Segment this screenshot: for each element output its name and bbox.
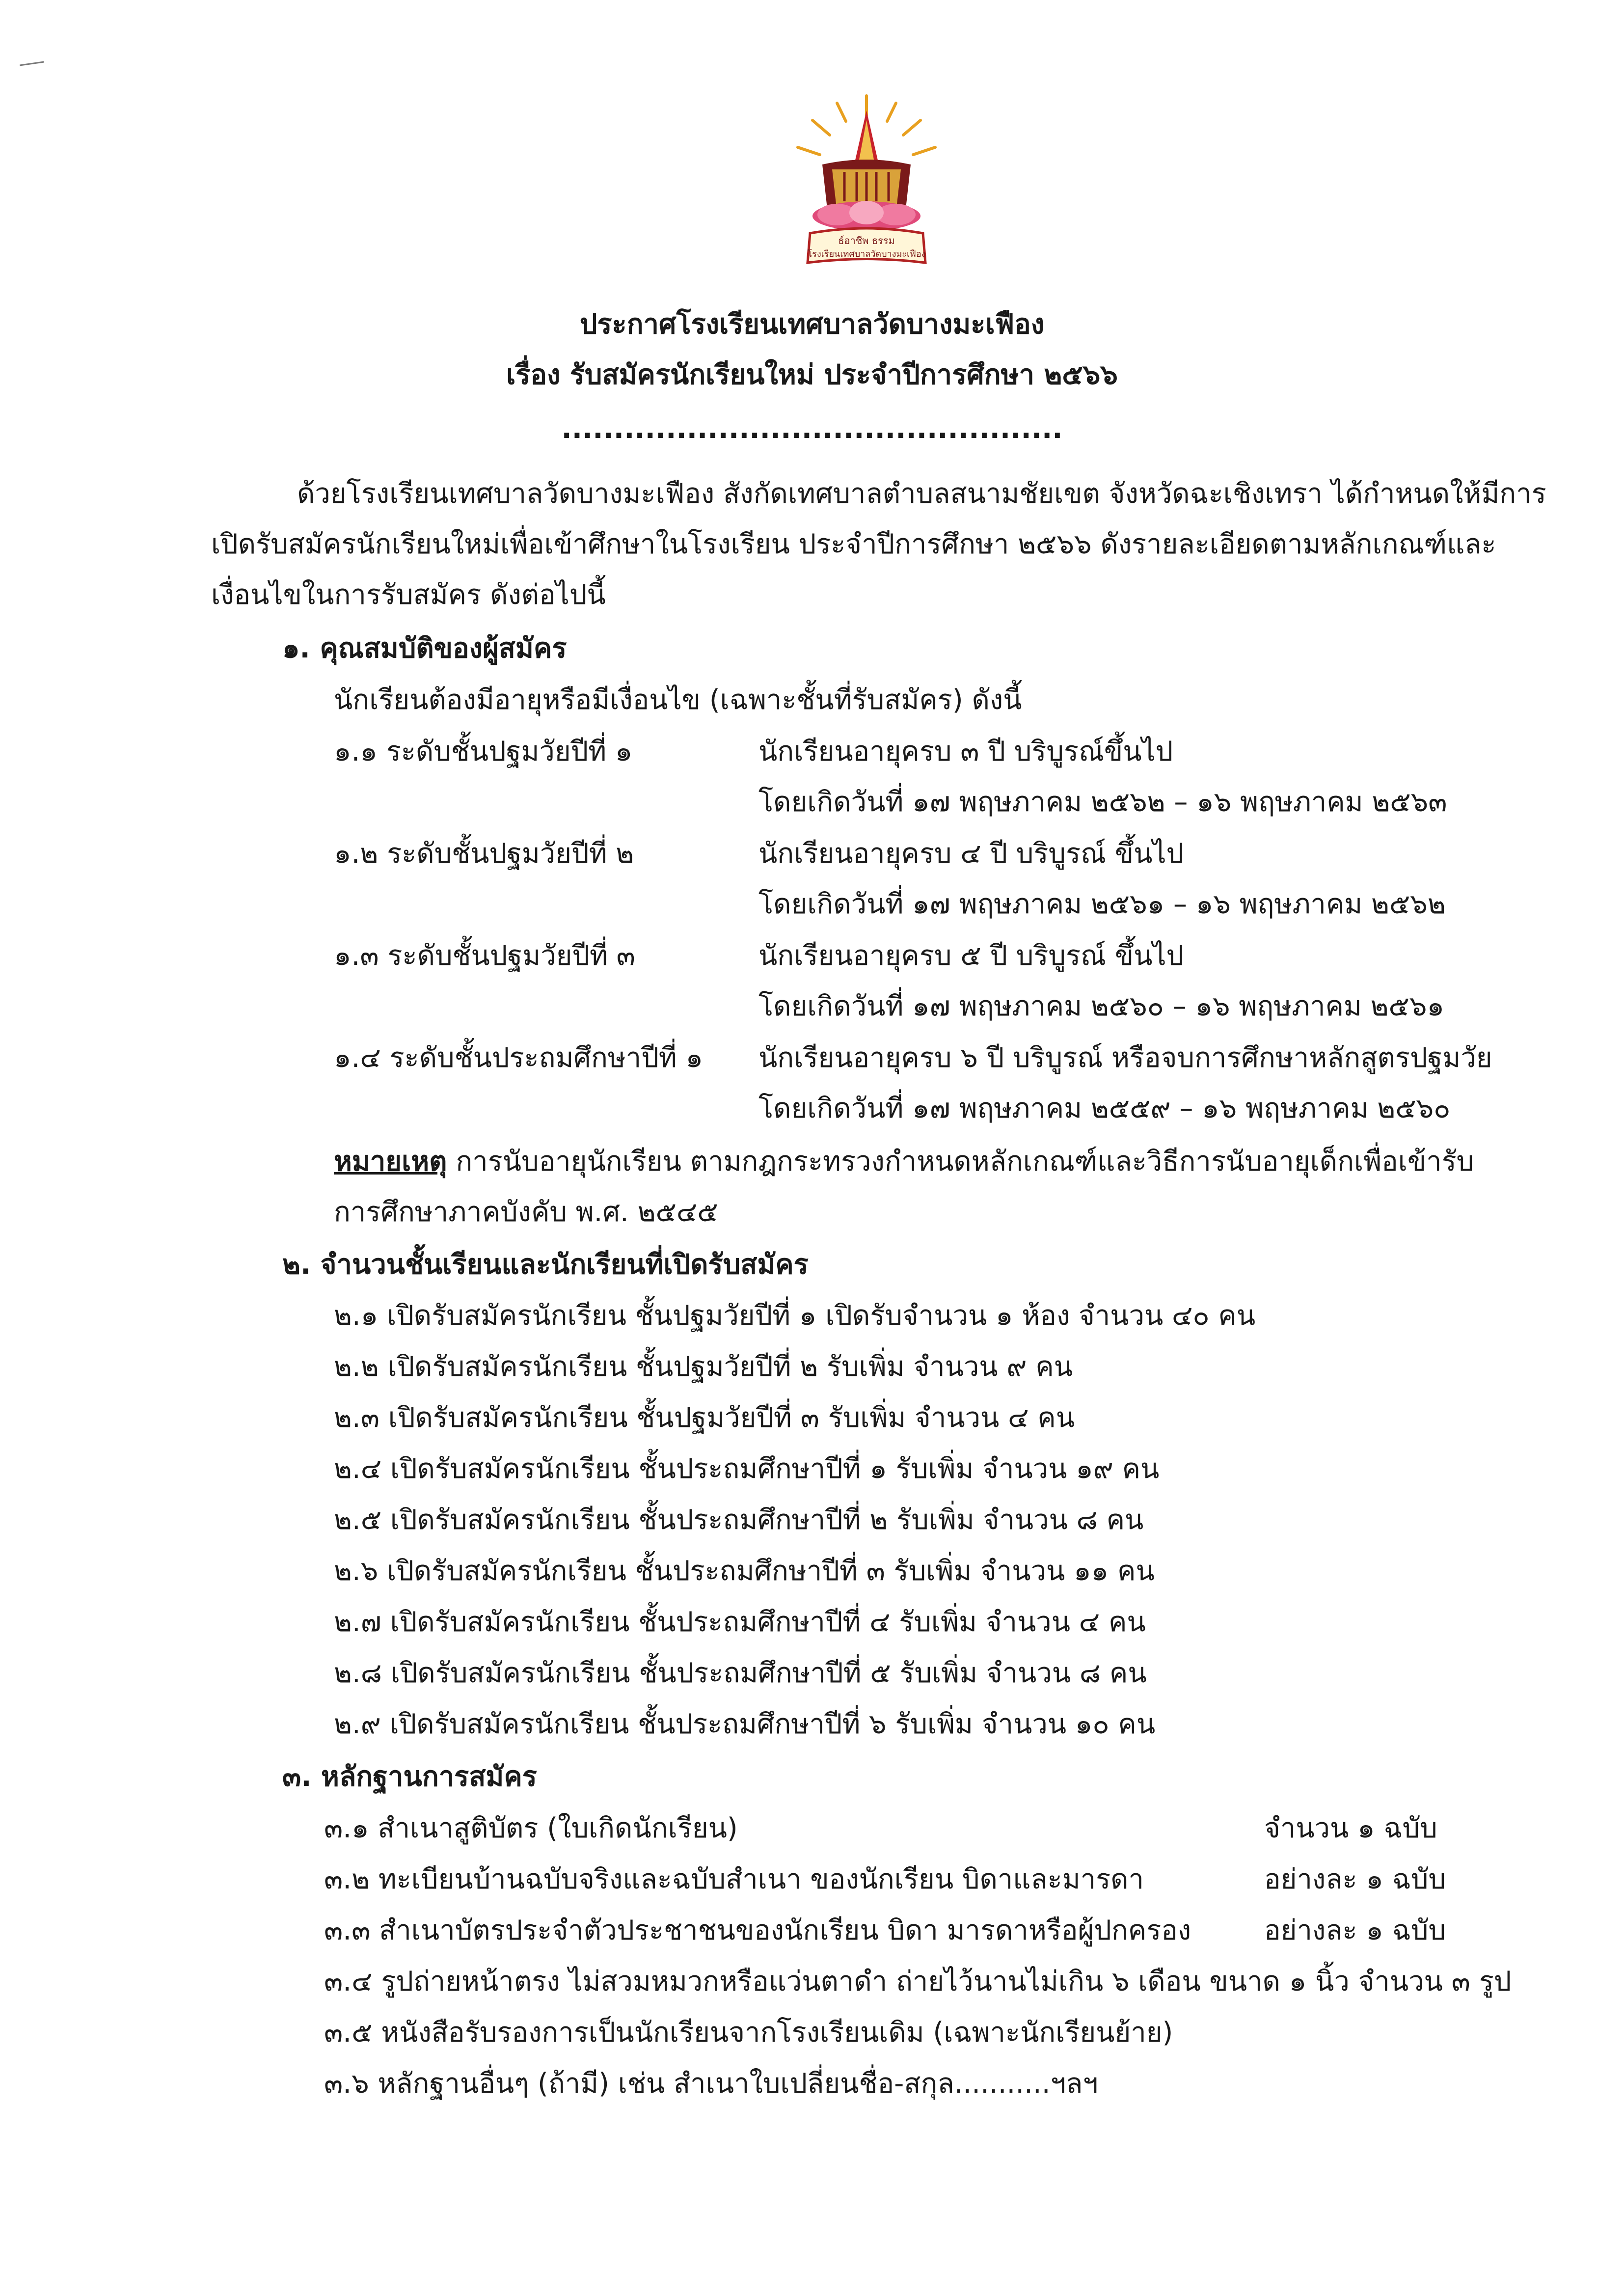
enrollment-item: ๒.๗ เปิดรับสมัครนักเรียน ชั้นประถมศึกษาปีที่ ๔ รับเพิ่ม จำนวน ๔ คน	[334, 1606, 1146, 1638]
note-line-2: การศึกษาภาคบังคับ พ.ศ. ๒๕๔๕	[334, 1196, 718, 1228]
qual-level: ๑.๑ ระดับชั้นปฐมวัยปีที่ ๑	[334, 736, 633, 767]
qual-level: ๑.๔ ระดับชั้นประถมศึกษาปีที่ ๑	[334, 1042, 704, 1074]
enrollment-item: ๒.๓ เปิดรับสมัครนักเรียน ชั้นปฐมวัยปีที่ ๓ รับเพิ่ม จำนวน ๔ คน	[334, 1402, 1075, 1434]
section-1-lead: นักเรียนต้องมีอายุหรือมีเงื่อนไข (เฉพาะชั้นที่รับสมัคร) ดังนี้	[334, 684, 1022, 716]
qual-age: นักเรียนอายุครบ ๖ ปี บริบูรณ์ หรือจบการศึกษาหลักสูตรปฐมวัย	[758, 1042, 1492, 1074]
qual-born: โดยเกิดวันที่ ๑๗ พฤษภาคม ๒๕๖๒ – ๑๖ พฤษภาคม ๒๕๖๓	[758, 786, 1447, 818]
qual-age: นักเรียนอายุครบ ๕ ปี บริบูรณ์ ขึ้นไป	[758, 940, 1184, 972]
document-item: ๓.๓ สำเนาบัตรประจำตัวประชาชนของนักเรียน บิดา มารดาหรือผู้ปกครอง	[324, 1914, 1191, 1946]
school-logo	[763, 86, 970, 292]
enrollment-item: ๒.๖ เปิดรับสมัครนักเรียน ชั้นประถมศึกษาปีที่ ๓ รับเพิ่ม จำนวน ๑๑ คน	[334, 1555, 1155, 1587]
qual-born: โดยเกิดวันที่ ๑๗ พฤษภาคม ๒๕๖๐ – ๑๖ พฤษภาคม ๒๕๖๑	[758, 990, 1445, 1022]
svg-text:ธ์อาชีพ ธรรม: ธ์อาชีพ ธรรม	[838, 235, 895, 246]
note-label: หมายเหตุ	[334, 1146, 447, 1177]
intro-line-1: ด้วยโรงเรียนเทศบาลวัดบางมะเฟือง สังกัดเทศบาลตำบลสนามชัยเขต จังหวัดฉะเชิงเทรา ได้กำหนดให้มีการ	[297, 478, 1546, 510]
enrollment-item: ๒.๙ เปิดรับสมัครนักเรียน ชั้นประถมศึกษาปีที่ ๖ รับเพิ่ม จำนวน ๑๐ คน	[334, 1708, 1156, 1740]
qual-level: ๑.๓ ระดับชั้นปฐมวัยปีที่ ๓	[334, 940, 635, 972]
enrollment-item: ๒.๔ เปิดรับสมัครนักเรียน ชั้นประถมศึกษาปีที่ ๑ รับเพิ่ม จำนวน ๑๙ คน	[334, 1453, 1160, 1485]
document-item: ๓.๑ สำเนาสูติบัตร (ใบเกิดนักเรียน)	[324, 1812, 738, 1844]
scan-mark	[20, 61, 44, 66]
section-2-heading: ๒. จำนวนชั้นเรียนและนักเรียนที่เปิดรับสมัคร	[282, 1249, 809, 1281]
enrollment-item: ๒.๑ เปิดรับสมัครนักเรียน ชั้นปฐมวัยปีที่ ๑ เปิดรับจำนวน ๑ ห้อง จำนวน ๔๐ คน	[334, 1300, 1256, 1332]
enrollment-item: ๒.๕ เปิดรับสมัครนักเรียน ชั้นประถมศึกษาปีที่ ๒ รับเพิ่ม จำนวน ๘ คน	[334, 1504, 1144, 1536]
separator-dots: ................................................	[561, 413, 1063, 445]
document-qty: อย่างละ ๑ ฉบับ	[1264, 1914, 1446, 1946]
document-qty: จำนวน ๑ ฉบับ	[1264, 1812, 1437, 1844]
qual-level: ๑.๒ ระดับชั้นปฐมวัยปีที่ ๒	[334, 838, 634, 870]
note-line-1	[334, 1144, 1474, 1179]
document-item: ๓.๒ ทะเบียนบ้านฉบับจริงและฉบับสำเนา ของนักเรียน บิดาและมารดา	[324, 1863, 1144, 1895]
section-1-heading: ๑. คุณสมบัติของผู้สมัคร	[282, 632, 567, 664]
intro-line-2: เปิดรับสมัครนักเรียนใหม่เพื่อเข้าศึกษาในโรงเรียน ประจำปีการศึกษา ๒๕๖๖ ดังรายละเอียดตามหลักเกณฑ์และ	[211, 528, 1496, 560]
qual-born: โดยเกิดวันที่ ๑๗ พฤษภาคม ๒๕๕๙ – ๑๖ พฤษภาคม ๒๕๖๐	[758, 1093, 1451, 1124]
intro-line-3: เงื่อนไขในการรับสมัคร ดังต่อไปนี้	[211, 579, 606, 611]
section-3-heading: ๓. หลักฐานการสมัคร	[282, 1761, 537, 1793]
document-qty: อย่างละ ๑ ฉบับ	[1264, 1863, 1446, 1895]
qual-age: นักเรียนอายุครบ ๓ ปี บริบูรณ์ขึ้นไป	[758, 736, 1173, 767]
qual-born: โดยเกิดวันที่ ๑๗ พฤษภาคม ๒๕๖๑ – ๑๖ พฤษภาคม ๒๕๖๒	[758, 888, 1446, 920]
document-item: ๓.๔ รูปถ่ายหน้าตรง ไม่สวมหมวกหรือแว่นตาดำ ถ่ายไว้นานไม่เกิน ๖ เดือน ขนาด ๑ นิ้ว จำนวน ๓ รูป	[324, 1966, 1512, 1997]
enrollment-item: ๒.๒ เปิดรับสมัครนักเรียน ชั้นปฐมวัยปีที่ ๒ รับเพิ่ม จำนวน ๙ คน	[334, 1351, 1073, 1383]
qual-age: นักเรียนอายุครบ ๔ ปี บริบูรณ์ ขึ้นไป	[758, 838, 1184, 870]
document-title: ประกาศโรงเรียนเทศบาลวัดบางมะเฟือง	[579, 308, 1045, 340]
enrollment-item: ๒.๘ เปิดรับสมัครนักเรียน ชั้นประถมศึกษาปีที่ ๕ รับเพิ่ม จำนวน ๘ คน	[334, 1657, 1147, 1689]
svg-text:โรงเรียนเทศบาลวัดบางมะเฟือง: โรงเรียนเทศบาลวัดบางมะเฟือง	[807, 249, 926, 259]
document-item: ๓.๖ หลักฐานอื่นๆ (ถ้ามี) เช่น สำเนาใบเปลี่ยนชื่อ-สกุล...........ฯลฯ	[324, 2068, 1098, 2100]
document-item: ๓.๕ หนังสือรับรองการเป็นนักเรียนจากโรงเรียนเดิม (เฉพาะนักเรียนย้าย)	[324, 2017, 1173, 2049]
note-text: การนับอายุนักเรียน ตามกฎกระทรวงกำหนดหลักเกณฑ์และวิธีการนับอายุเด็กเพื่อเข้ารับ	[447, 1146, 1474, 1177]
document-subject: เรื่อง รับสมัครนักเรียนใหม่ ประจำปีการศึกษา ๒๕๖๖	[506, 359, 1118, 391]
